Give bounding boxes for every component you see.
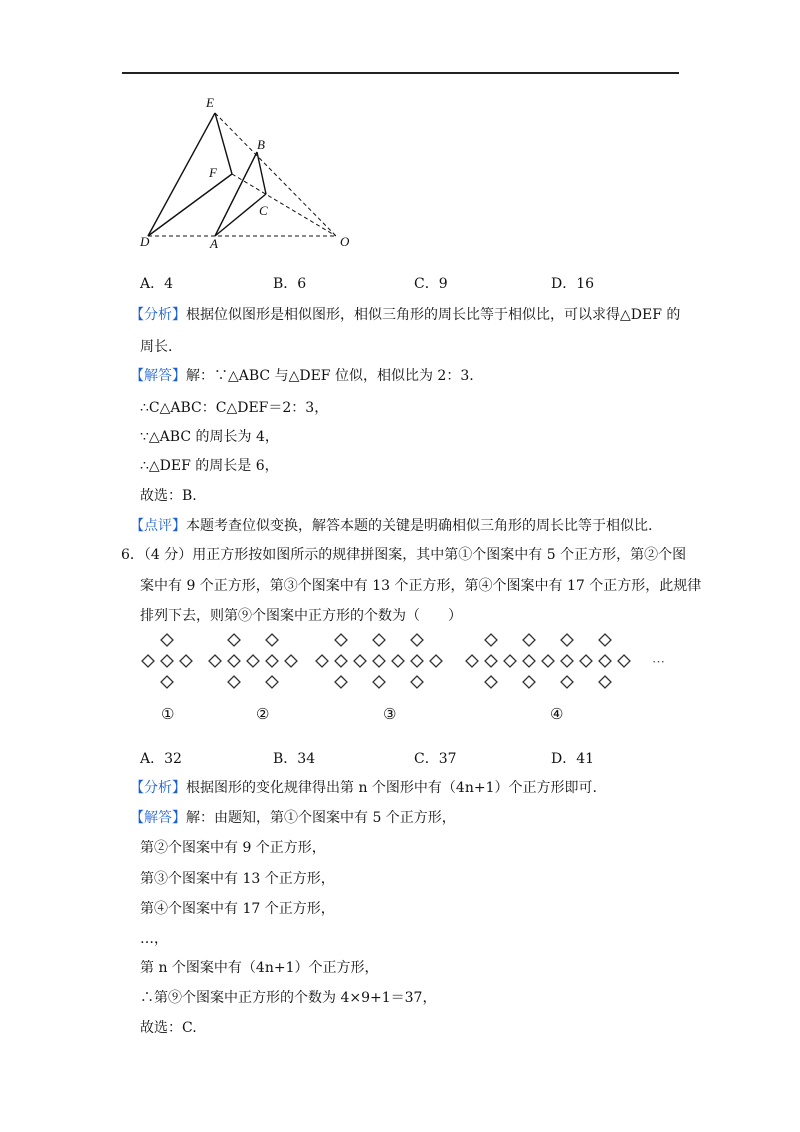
q5-comment-text: 本题考查位似变换，解答本题的关键是明确相似三角形的周长比等于相似比. — [186, 518, 653, 534]
pattern-2-square — [266, 676, 278, 688]
q6-step-3: 第④个图案中有 17 个正方形， — [140, 901, 335, 917]
pattern-4-square — [485, 634, 497, 646]
pattern-2-square — [228, 655, 240, 667]
q5-step-2: ∵△ABC 的周长为 4， — [140, 429, 279, 445]
q6-option-a-value: 32 — [164, 751, 182, 767]
pattern-4-square — [504, 655, 516, 667]
q5-analysis-tag: 【分析】 — [130, 307, 186, 323]
pattern-3-square — [411, 655, 423, 667]
q6-answer — [130, 808, 456, 828]
pattern-1-square — [142, 655, 154, 667]
q5-step-4: 故选：B. — [140, 488, 197, 504]
q6-stem-line-2: 案中有 9 个正方形，第③个图案中有 13 个正方形，第④个图案中有 17 个正方形，此规律 — [140, 578, 702, 594]
q5-answer-text: 解：∵△ABC 与△DEF 位似，相似比为 2：3. — [186, 368, 474, 384]
q6-option-d-letter: D． — [551, 751, 577, 767]
q6-option-c — [414, 749, 457, 769]
q6-step-7: 故选：C. — [140, 1020, 197, 1036]
q6-step-6: ∴第⑨个图案中正方形的个数为 4×9+1＝37， — [140, 990, 437, 1006]
q5-step-1: ∴C△ABC：C△DEF＝2：3， — [140, 400, 329, 416]
pattern-3-square — [373, 676, 385, 688]
point-label-c: C — [259, 203, 268, 218]
pattern-label-4: ④ — [550, 705, 564, 723]
q5-answer-tag: 【解答】 — [130, 368, 186, 384]
pattern-label-2: ② — [256, 705, 270, 723]
q5-option-b-letter: B． — [273, 276, 298, 292]
pattern-label-3: ③ — [383, 705, 397, 723]
q6-answer-text: 解：由题知，第①个图案中有 5 个正方形， — [186, 810, 456, 826]
pattern-2-square — [228, 634, 240, 646]
point-label-d: D — [140, 234, 150, 249]
q5-option-c-value: 9 — [438, 276, 448, 292]
pattern-4-square — [599, 634, 611, 646]
q6-analysis-text: 根据图形的变化规律得出第 n 个图形中有（4n+1）个正方形即可. — [186, 780, 597, 796]
pattern-4-square — [466, 655, 478, 667]
q5-comment-tag: 【点评】 — [130, 518, 186, 534]
pattern-4-square — [561, 655, 573, 667]
pattern-3-square — [335, 655, 347, 667]
pattern-3-square — [411, 676, 423, 688]
pattern-4-square — [485, 655, 497, 667]
pattern-2-square — [209, 655, 221, 667]
q6-option-a — [140, 749, 182, 769]
q6-step-5: 第 n 个图案中有（4n+1）个正方形， — [140, 960, 379, 976]
q6-stem-line-3: 排列下去，则第⑨个图案中正方形的个数为（ ） — [140, 608, 462, 624]
pattern-2-square — [266, 634, 278, 646]
pattern-1-square — [161, 676, 173, 688]
q5-option-d-letter: D． — [551, 276, 577, 292]
pattern-3-square — [373, 634, 385, 646]
pattern-3-square — [316, 655, 328, 667]
pattern-2-square — [266, 655, 278, 667]
pattern-3-square — [430, 655, 442, 667]
q6-option-a-letter: A． — [140, 751, 165, 767]
q6-option-c-value: 37 — [438, 751, 457, 767]
pattern-2-square — [285, 655, 297, 667]
q6-step-1: 第②个图案中有 9 个正方形， — [140, 840, 326, 856]
pattern-1-square — [180, 655, 192, 667]
pattern-3-square — [354, 655, 366, 667]
pattern-2-square — [228, 676, 240, 688]
pattern-4-square — [542, 655, 554, 667]
q5-option-b-value: 6 — [297, 276, 307, 292]
q5-option-c-letter: C． — [414, 276, 439, 292]
q5-option-a-letter: A． — [140, 276, 165, 292]
pattern-4-square — [580, 655, 592, 667]
pattern-4-square — [561, 676, 573, 688]
q6-option-d-value: 41 — [576, 751, 595, 767]
q6-option-c-letter: C． — [414, 751, 439, 767]
q6-option-d — [551, 749, 594, 769]
pattern-1-square — [161, 655, 173, 667]
pattern-3-square — [373, 655, 385, 667]
q6-option-b — [273, 749, 315, 769]
pattern-4-square — [523, 634, 535, 646]
q6-step-2: 第③个图案中有 13 个正方形， — [140, 871, 335, 887]
pattern-4-square — [485, 676, 497, 688]
point-label-a: A — [210, 236, 218, 251]
pattern-3-square — [335, 676, 347, 688]
q5-option-d-value: 16 — [576, 276, 595, 292]
pattern-3-square — [392, 655, 404, 667]
q5-option-a-value: 4 — [164, 276, 174, 292]
point-label-e: E — [206, 95, 214, 110]
pattern-2-square — [247, 655, 259, 667]
q6-step-4: …， — [140, 931, 168, 947]
pattern-1-square — [161, 634, 173, 646]
pattern-4-square — [599, 676, 611, 688]
q6-answer-tag: 【解答】 — [130, 810, 186, 826]
pattern-4-square — [618, 655, 630, 667]
pattern-4-square — [523, 655, 535, 667]
pattern-4-square — [523, 676, 535, 688]
pattern-ellipsis: ··· — [652, 654, 665, 669]
q6-option-b-letter: B． — [273, 751, 298, 767]
pattern-3-square — [411, 634, 423, 646]
pattern-4-square — [599, 655, 611, 667]
q5-step-3: ∴△DEF 的周长是 6， — [140, 458, 279, 474]
q5-analysis-text: 根据位似图形是相似图形，相似三角形的周长比等于相似比，可以求得△DEF 的 — [186, 307, 681, 323]
q6-stem-line-1: 6．（4 分）用正方形按如图所示的规律拼图案，其中第①个图案中有 5 个正方形，第②个图 — [121, 547, 687, 563]
pattern-3-square — [335, 634, 347, 646]
pattern-label-1: ① — [161, 705, 175, 723]
point-label-b: B — [257, 137, 265, 152]
q6-analysis-tag: 【分析】 — [130, 780, 186, 796]
point-label-f: F — [209, 165, 217, 180]
pattern-4-square — [561, 634, 573, 646]
q6-option-b-value: 34 — [297, 751, 316, 767]
point-label-o: O — [340, 234, 350, 249]
q6-analysis — [130, 778, 597, 798]
q5-analysis-cont: 周长. — [140, 339, 173, 355]
